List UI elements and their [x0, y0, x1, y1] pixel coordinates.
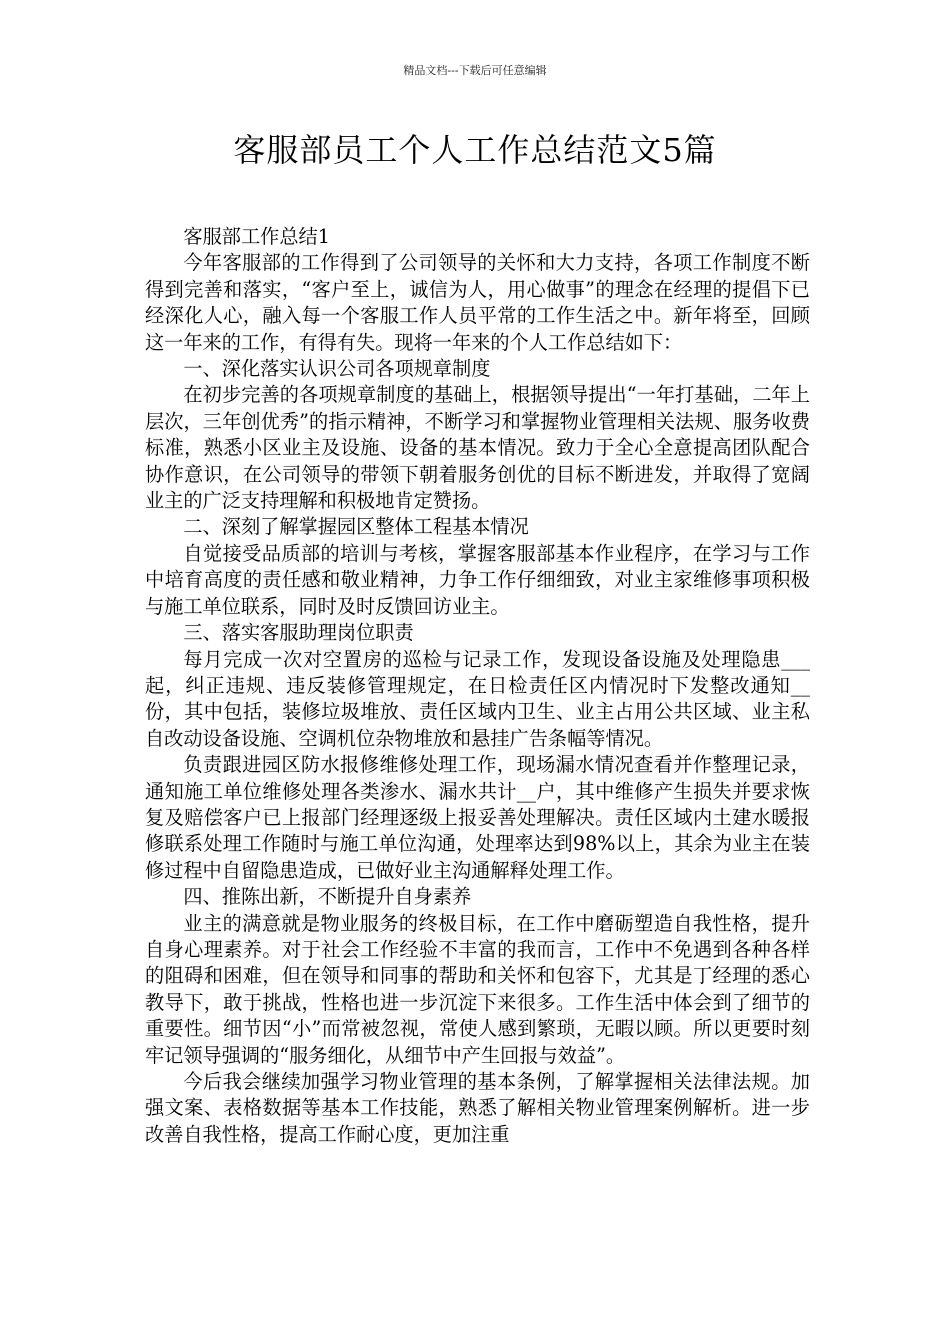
section-heading: 三、落实客服助理岗位职责	[183, 621, 414, 645]
paragraph: 在初步完善的各项规章制度的基础上，根据领导提出“一年打基础，二年上层次，三年创优秀”的指示精神，不断学习和掌握物业管理相关法规、服务收费标准，熟悉小区业主及设施、设备的基本情况。致力于全心全意提高团队配合协作意识，在公司领导的带领下朝着服务创优的目标不断进发，并取得了宽阔业主的广泛支持理解和积极地肯定赞扬。	[145, 383, 810, 513]
section-heading: 一、深化落实认识公司各项规章制度	[183, 357, 491, 381]
section-heading: 二、深刻了解掌握园区整体工程基本情况	[183, 515, 529, 539]
paragraph: 自觉接受品质部的培训与考核，掌握客服部基本作业程序，在学习与工作中培育高度的责任感和敬业精神，力争工作仔细细致，对业主家维修事项积极与施工单位联系，同时及时反馈回访业主。	[145, 541, 810, 618]
section-heading: 四、推陈出新，不断提升自身素养	[183, 885, 472, 909]
paragraph: 今年客服部的工作得到了公司领导的关怀和大力支持，各项工作制度不断得到完善和落实，“客户至上，诚信为人，用心做事”的理念在经理的提倡下已经深化人心，融入每一个客服工作人员平常的工作生活之中。新年将至，回顾这一年来的工作，有得有失。现将一年来的个人工作总结如下：	[145, 251, 810, 354]
paragraph: 业主的满意就是物业服务的终极目标，在工作中磨砺塑造自我性格，提升自身心理素养。对于社会工作经验不丰富的我而言，工作中不免遇到各种各样的阻碍和困难，但在领导和同事的帮助和关怀和包容下，尤其是丁经理的悉心教导下，敢于挑战，性格也进一步沉淀下来很多。工作生活中体会到了细节的重要性。细节因“小”而常被忽视，常使人感到繁琐，无暇以顾。所以更要时刻牢记领导强调的“服务细化，从细节中产生回报与效益”。	[145, 911, 810, 1067]
document-title: 客服部员工个人工作总结范文5篇	[233, 131, 717, 169]
section-heading: 客服部工作总结1	[183, 225, 330, 248]
paragraph: 负责跟进园区防水报修维修处理工作，现场漏水情况查看并作整理记录，通知施工单位维修处理各类渗水、漏水共计__户，其中维修产生损失并要求恢复及赔偿客户已上报部门经理逐级上报妥善处理解决。责任区域内土建水暖报修联系处理工作随时与施工单位沟通，处理率达到98%以上，其余为业主在装修过程中自留隐患造成，已做好业主沟通解释处理工作。	[145, 753, 810, 882]
paragraph: 每月完成一次对空置房的巡检与记录工作，发现设备设施及处理隐患___起，纠正违规、违反装修管理规定，在日检责任区内情况时下发整改通知__份，其中包括，装修垃圾堆放、责任区域内卫生、业主占用公共区域、业主私自改动设备设施、空调机位杂物堆放和悬挂广告条幅等情况。	[145, 647, 810, 750]
paragraph: 今后我会继续加强学习物业管理的基本条例，了解掌握相关法律法规。加强文案、表格数据等基本工作技能，熟悉了解相关物业管理案例解析。进一步改善自我性格，提高工作耐心度，更加注重	[145, 1070, 810, 1146]
document-body	[145, 224, 810, 1148]
header-note: 精品文档---下载后可任意编辑	[403, 64, 547, 77]
